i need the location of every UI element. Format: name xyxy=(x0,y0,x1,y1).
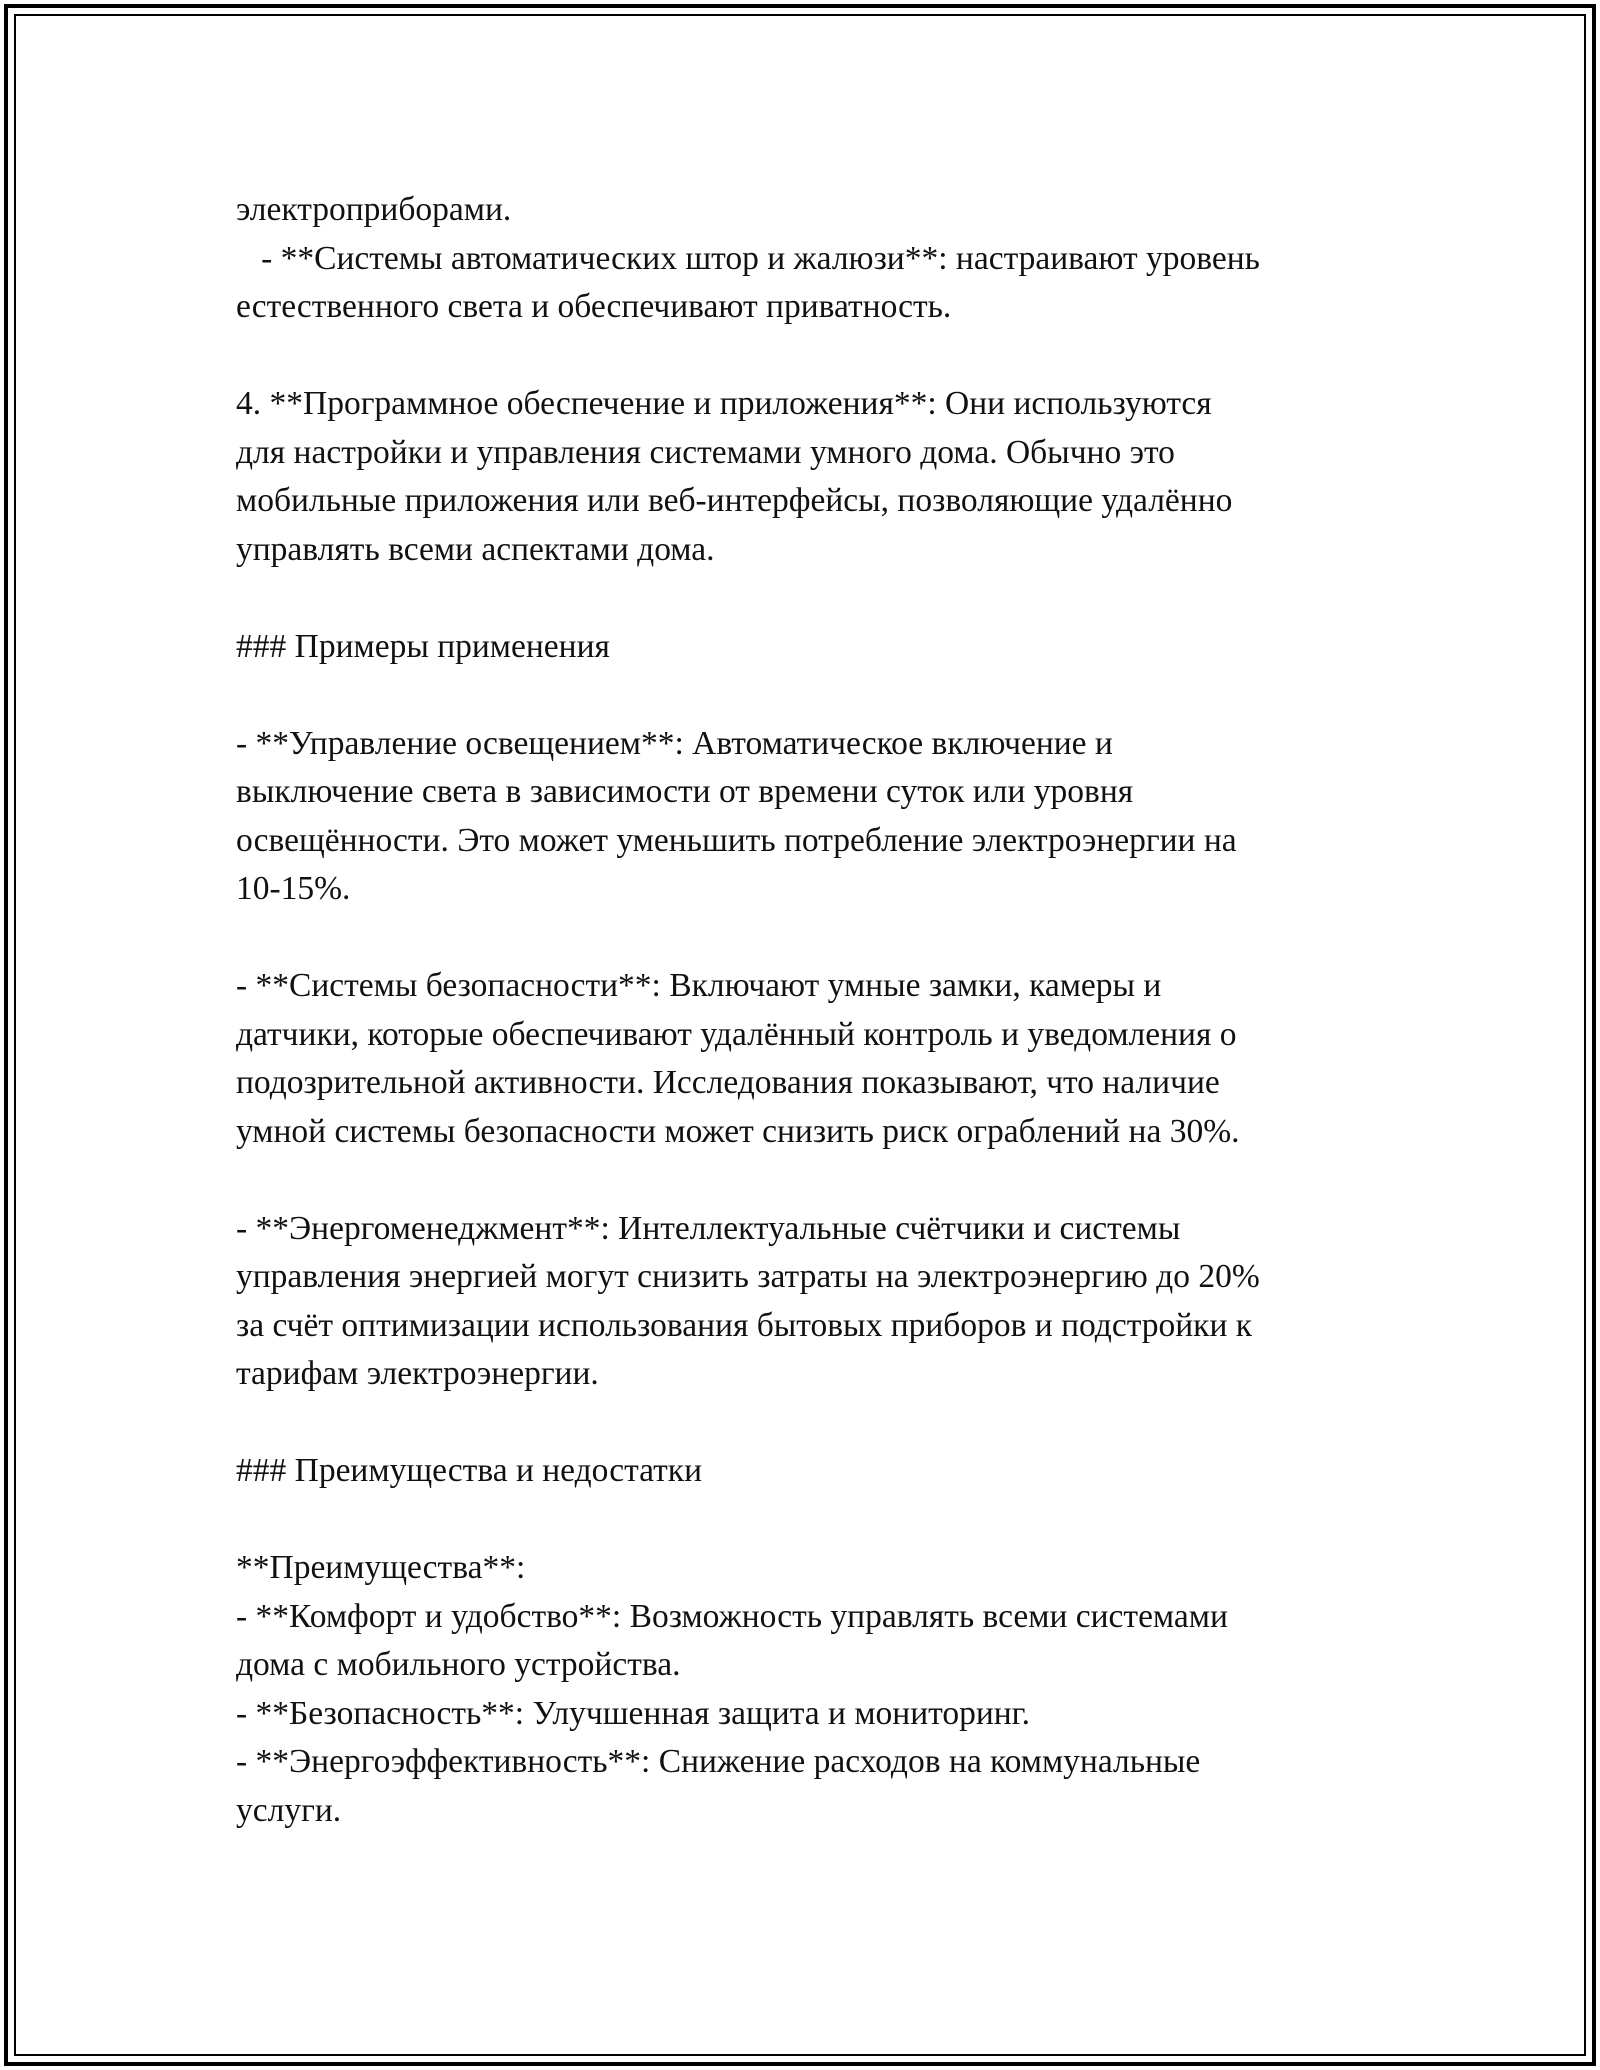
text-line: умной системы безопасности может снизить риск ограблений на 30%. xyxy=(236,1112,1240,1150)
blank-line xyxy=(236,574,1386,623)
blank-line xyxy=(236,1399,1386,1448)
document-body xyxy=(236,186,1386,1835)
text-line: естественного света и обеспечивают приватность. xyxy=(236,288,952,325)
text-line: за счёт оптимизации использования бытовых приборов и подстройки к xyxy=(236,1306,1253,1344)
text-line: **Преимущества**: xyxy=(236,1549,526,1586)
text-line: - **Системы безопасности**: Включают умные замки, камеры и xyxy=(236,967,1162,1004)
section-heading: ### Преимущества и недостатки xyxy=(236,1452,702,1489)
text-line: датчики, которые обеспечивают удалённый контроль и уведомления о xyxy=(236,1015,1237,1053)
text-line: - **Управление освещением**: Автоматическое включение и xyxy=(236,724,1113,762)
text-line: управлять всеми аспектами дома. xyxy=(236,530,715,568)
blank-line xyxy=(236,671,1386,720)
text-line: электроприборами. xyxy=(236,191,512,228)
text-line: - **Энергоменеджмент**: Интеллектуальные счётчики и системы xyxy=(236,1209,1181,1247)
blank-line xyxy=(236,1156,1386,1205)
text-line: - **Энергоэффективность**: Снижение расходов на коммунальные xyxy=(236,1743,1201,1780)
blank-line xyxy=(236,1496,1386,1545)
text-line: выключение света в зависимости от времени суток или уровня xyxy=(236,773,1134,810)
text-line: управления энергией могут снизить затраты на электроэнергию до 20% xyxy=(236,1258,1260,1295)
text-line: услуги. xyxy=(236,1791,342,1829)
blank-line xyxy=(236,332,1386,381)
text-line: - **Комфорт и удобство**: Возможность управлять всеми системами xyxy=(236,1597,1228,1635)
text-line: освещённости. Это может уменьшить потребление электроэнергии на xyxy=(236,821,1237,859)
text-line: тарифам электроэнергии. xyxy=(236,1355,599,1392)
text-line: 10-15%. xyxy=(236,870,351,907)
text-line: дома с мобильного устройства. xyxy=(236,1646,681,1683)
text-line: подозрительной активности. Исследования показывают, что наличие xyxy=(236,1064,1220,1101)
text-line: - **Системы автоматических штор и жалюзи**: настраивают уровень xyxy=(236,239,1260,277)
text-line: - **Безопасность**: Улучшенная защита и мониторинг. xyxy=(236,1694,1031,1732)
text-line: 4. **Программное обеспечение и приложения**: Они используются xyxy=(236,385,1212,422)
section-heading: ### Примеры применения xyxy=(236,627,610,665)
blank-line xyxy=(236,914,1386,963)
text-line: мобильные приложения или веб-интерфейсы, позволяющие удалённо xyxy=(236,482,1233,519)
text-line: для настройки и управления системами умного дома. Обычно это xyxy=(236,433,1175,471)
